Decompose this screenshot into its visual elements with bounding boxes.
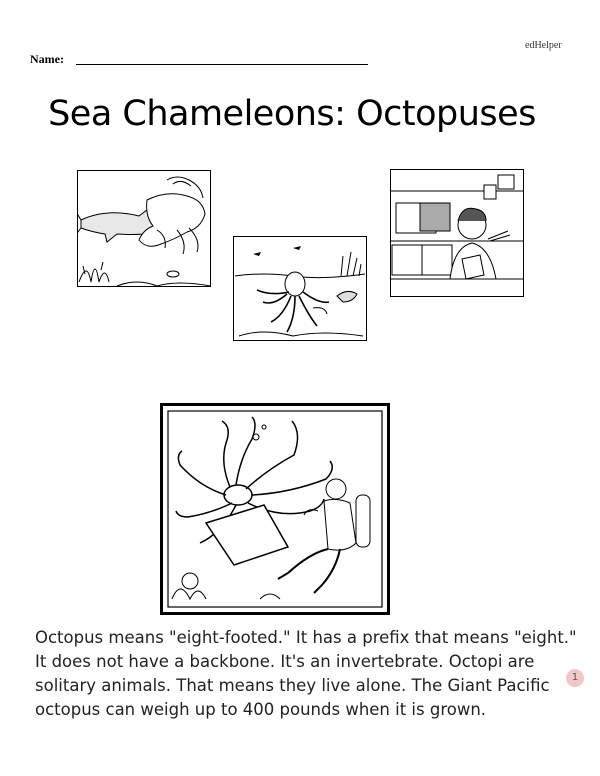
page-number-badge: 1	[566, 669, 584, 687]
shark-octopus-illustration	[77, 170, 212, 288]
body-paragraph	[35, 626, 577, 722]
paragraph-line: It does not have a backbone. It's an invertebrate. Octopi are	[35, 652, 535, 671]
paragraph-line: solitary animals. That means they live alone. The Giant Pacific	[35, 676, 550, 695]
boy-kitchen-illustration	[390, 169, 525, 298]
diver-octopus-illustration	[160, 403, 390, 615]
paragraph-line: Octopus means "eight-footed." It has a prefix that means "eight."	[35, 628, 577, 647]
brand-label: edHelper	[525, 40, 562, 51]
paragraph-line: octopus can weigh up to 400 pounds when it is grown.	[35, 700, 487, 719]
name-label: Name:	[30, 52, 64, 66]
name-input-line[interactable]	[76, 64, 368, 65]
octopus-seafloor-illustration	[233, 236, 368, 342]
page-title: Sea Chameleons: Octopuses	[48, 94, 536, 134]
